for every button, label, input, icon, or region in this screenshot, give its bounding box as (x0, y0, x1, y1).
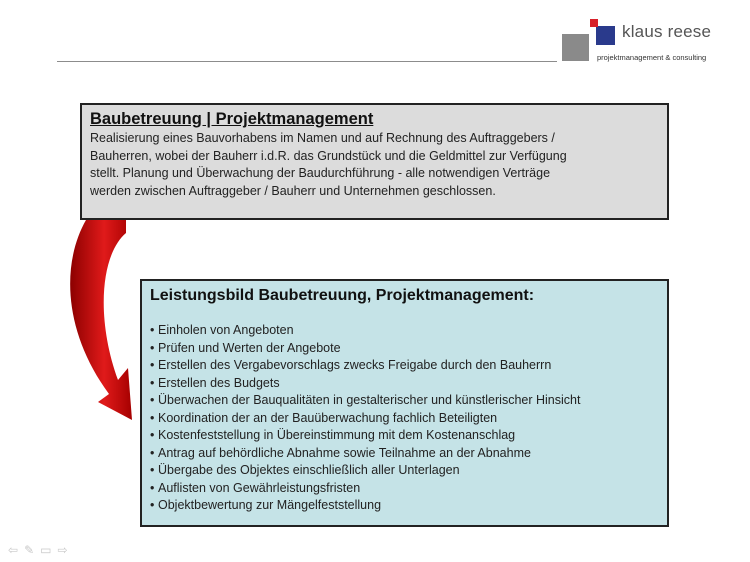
bullet-icon: • (150, 480, 155, 495)
list-item: • Prüfen und Werten der Angebote (150, 340, 659, 358)
bullet-icon: • (150, 375, 155, 390)
services-list (150, 322, 659, 515)
bullet-icon: • (150, 340, 155, 355)
bullet-icon: • (150, 445, 155, 460)
slide-navigation (8, 543, 68, 557)
bullet-icon: • (150, 428, 155, 442)
intro-line: Bauherren, wobei der Bauherr i.d.R. das Grundstück und die Geldmittel zur Verfügung (90, 148, 567, 163)
list-item: • Übergabe des Objektes einschließlich aller Unterlagen (150, 462, 659, 480)
bullet-icon: • (150, 463, 155, 477)
list-item: • Antrag auf behördliche Abnahme sowie Teilnahme an der Abnahme (150, 445, 659, 463)
services-title: Leistungsbild Baubetreuung, Projektmanagement: (150, 287, 535, 304)
list-item: • Erstellen des Vergabevorschlags zwecks Freigabe durch den Bauherrn (150, 357, 659, 375)
list-item: • Erstellen des Budgets (150, 375, 659, 393)
list-item: • Einholen von Angeboten (150, 322, 659, 340)
intro-line: werden zwischen Auftraggeber / Bauherr und Unternehmen geschlossen. (90, 183, 496, 198)
list-item: • Auflisten von Gewährleistungsfristen (150, 480, 659, 498)
list-item: • Objektbewertung zur Mängelfeststellung (150, 497, 659, 515)
intro-box (80, 103, 669, 220)
menu-icon[interactable]: ▭ (40, 543, 52, 557)
intro-line: Realisierung eines Bauvorhabens im Namen und auf Rechnung des Auftraggebers / (90, 131, 555, 145)
prev-arrow-icon[interactable]: ⇦ (8, 543, 19, 557)
intro-title: Baubetreuung | Projektmanagement (90, 110, 374, 128)
list-item: • Koordination der an der Bauüberwachung fachlich Beteiligten (150, 410, 659, 428)
bullet-icon: • (150, 498, 155, 512)
services-box (140, 279, 669, 527)
pen-icon[interactable]: ✎ (24, 543, 35, 557)
list-item: • Kostenfeststellung in Übereinstimmung mit dem Kostenanschlag (150, 427, 659, 445)
list-item: • Überwachen der Bauqualitäten in gestalterischer und künstlerischer Hinsicht (150, 392, 659, 410)
bullet-icon: • (150, 323, 155, 337)
brand-tagline: projektmanagement & consulting (597, 53, 707, 62)
next-arrow-icon[interactable]: ⇨ (57, 543, 68, 557)
intro-line: stellt. Planung und Überwachung der Baudurchführung - alle notwendigen Verträge (90, 166, 551, 180)
bullet-icon: • (150, 393, 155, 407)
brand-name: klaus reese (622, 22, 712, 41)
intro-text (90, 130, 659, 200)
bullet-icon: • (150, 410, 155, 425)
bullet-icon: • (150, 358, 155, 372)
